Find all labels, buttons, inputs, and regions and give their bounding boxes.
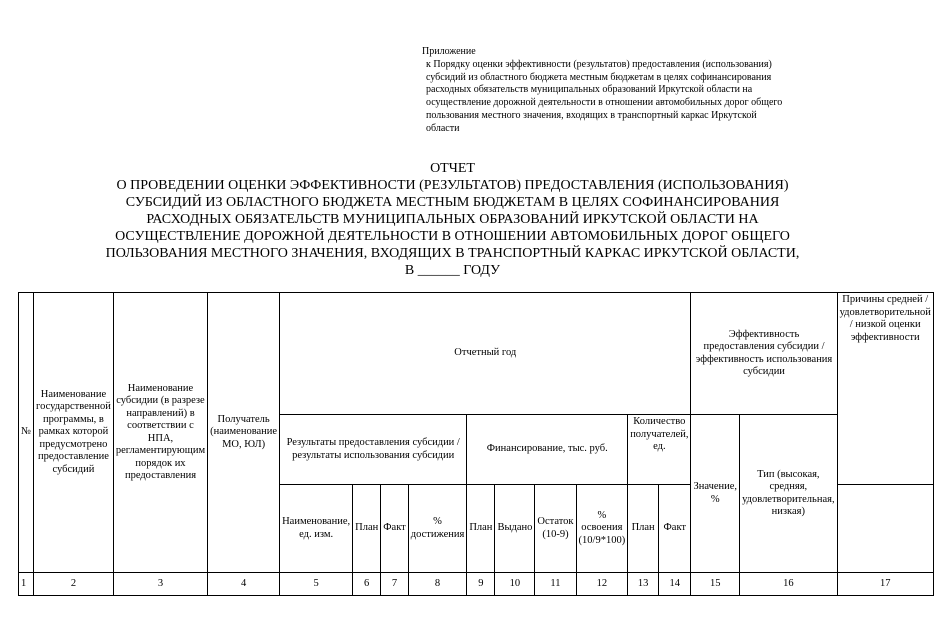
header-efficiency: Эффективность предоставления субсидии / эффективность использования субсидии xyxy=(691,293,837,415)
header-value: Значение, % xyxy=(691,415,740,573)
column-number: 15 xyxy=(691,573,740,596)
header-fin-issued: Выдано xyxy=(495,485,535,573)
header-fin-rest: Остаток (10-9) xyxy=(535,485,576,573)
column-number: 3 xyxy=(113,573,207,596)
column-number: 11 xyxy=(535,573,576,596)
header-results: Результаты предоставления субсидии / результаты использования субсидии xyxy=(280,415,467,485)
header-cnt-plan: План xyxy=(628,485,659,573)
column-number: 13 xyxy=(628,573,659,596)
column-number: 5 xyxy=(280,573,353,596)
column-number: 14 xyxy=(659,573,691,596)
header-fin-pct: % освоения (10/9*100) xyxy=(576,485,628,573)
heading-line: РАСХОДНЫХ ОБЯЗАТЕЛЬСТВ МУНИЦИПАЛЬНЫХ ОБРАЗОВАНИЙ ИРКУТСКОЙ ОБЛАСТИ НА xyxy=(146,212,759,227)
column-number: 2 xyxy=(34,573,114,596)
column-number: 16 xyxy=(740,573,838,596)
appendix-line: субсидий из областного бюджета местным бюджетам в целях софинансирования xyxy=(426,71,772,83)
header-reporting-year: Отчетный год xyxy=(280,293,691,415)
appendix-block xyxy=(420,46,860,136)
heading-line: ОСУЩЕСТВЛЕНИЕ ДОРОЖНОЙ ДЕЯТЕЛЬНОСТИ В ОТНОШЕНИИ АВТОМОБИЛЬНЫХ ДОРОГ ОБЩЕГО xyxy=(115,229,790,244)
column-number: 17 xyxy=(837,573,933,596)
header-cnt-fact: Факт xyxy=(659,485,691,573)
heading-line: ОТЧЕТ xyxy=(430,161,475,176)
report-heading xyxy=(40,160,865,279)
header-program: Наименование государственной программы, в рамках которой предусмотрено предоставление субсидий xyxy=(34,293,114,573)
header-type: Тип (высокая, средняя, удовлетворительная, низкая) xyxy=(740,415,838,573)
appendix-line: пользования местного значения, входящих в транспортный каркас Иркутской xyxy=(426,109,757,121)
appendix-line: расходных обязательств муниципальных образований Иркутской области на xyxy=(426,84,753,96)
heading-line: ПОЛЬЗОВАНИЯ МЕСТНОГО ЗНАЧЕНИЯ, ВХОДЯЩИХ В ТРАНСПОРТНЫЙ КАРКАС ИРКУТСКОЙ ОБЛАСТИ, xyxy=(105,246,800,261)
header-financing: Финансирование, тыс. руб. xyxy=(467,415,628,485)
appendix-line: осуществление дорожной деятельности в отношении автомобильных дорог общего xyxy=(426,97,783,109)
heading-line: СУБСИДИЙ ИЗ ОБЛАСТНОГО БЮДЖЕТА МЕСТНЫМ БЮДЖЕТАМ В ЦЕЛЯХ СОФИНАНСИРОВАНИЯ xyxy=(125,195,780,210)
column-number: 7 xyxy=(381,573,409,596)
header-reasons: Причины средней / удовлетворительной / низкой оценки эффективности xyxy=(837,293,933,485)
heading-line: В ______ ГОДУ xyxy=(404,263,501,278)
header-recipients-count: Количество получателей, ед. xyxy=(628,415,691,485)
heading-line: О ПРОВЕДЕНИИ ОЦЕНКИ ЭФФЕКТИВНОСТИ (РЕЗУЛЬТАТОВ) ПРЕДОСТАВЛЕНИЯ (ИСПОЛЬЗОВАНИЯ) xyxy=(116,178,789,193)
column-number: 10 xyxy=(495,573,535,596)
appendix-line: к Порядку оценки эффективности (результатов) предоставления (использования) xyxy=(426,58,772,70)
header-subsidy: Наименование субсидии (в разрезе направлений) в соответствии с НПА, регламентирующим порядок их предоставления xyxy=(113,293,207,573)
header-res-pct: % достижения xyxy=(408,485,467,573)
header-res-name: Наименование, ед. изм. xyxy=(280,485,353,573)
header-res-plan: План xyxy=(353,485,381,573)
header-recipient: Получатель (наименование МО, ЮЛ) xyxy=(208,293,280,573)
header-reasons-empty xyxy=(837,485,933,573)
column-number: 1 xyxy=(19,573,34,596)
report-table xyxy=(18,292,934,596)
column-number: 6 xyxy=(353,573,381,596)
column-number: 4 xyxy=(208,573,280,596)
column-number: 12 xyxy=(576,573,628,596)
appendix-line: области xyxy=(426,122,460,134)
column-number: 9 xyxy=(467,573,495,596)
header-fin-plan: План xyxy=(467,485,495,573)
header-res-fact: Факт xyxy=(381,485,409,573)
header-num: № xyxy=(19,293,34,573)
column-number: 8 xyxy=(408,573,467,596)
appendix-title: Приложение xyxy=(422,46,476,57)
